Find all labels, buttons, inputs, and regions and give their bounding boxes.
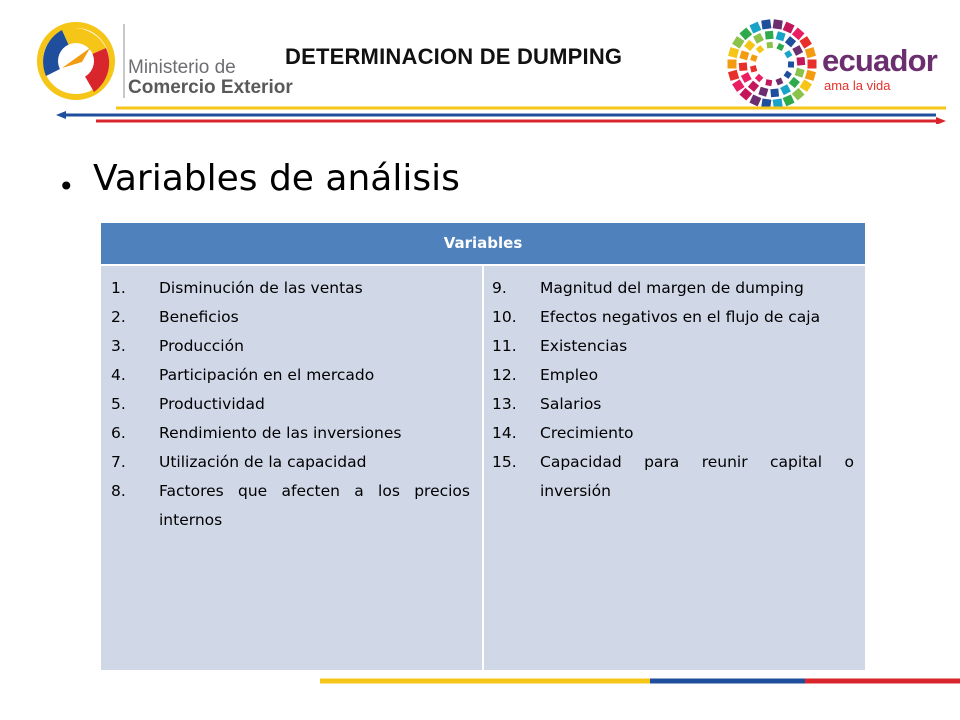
- sun-tile: [728, 70, 739, 81]
- sun-tile: [770, 89, 779, 98]
- list-item: [492, 274, 854, 303]
- sun-tile: [739, 62, 748, 71]
- item-text: Beneficios: [159, 308, 239, 326]
- table-header: Variables: [101, 223, 865, 264]
- list-item: [111, 390, 470, 419]
- item-text: Existencias: [540, 337, 628, 355]
- ecuador-brand-word: ecuador: [822, 43, 937, 78]
- sun-tile: [756, 45, 764, 53]
- sun-tile: [766, 42, 773, 49]
- sun-tile: [775, 78, 783, 86]
- sun-tile: [728, 60, 737, 69]
- sun-tile: [784, 71, 792, 79]
- ministerio-line2: Comercio Exterior: [128, 77, 293, 98]
- sun-tile: [792, 45, 803, 56]
- list-item: [492, 448, 854, 506]
- bullet-icon: •: [58, 170, 75, 203]
- sun-tile: [780, 84, 791, 95]
- sun-tile: [792, 27, 805, 40]
- sun-tile: [761, 19, 771, 29]
- item-text: Empleo: [540, 366, 599, 384]
- item-text: Productividad: [159, 395, 265, 413]
- sun-tile: [748, 81, 759, 92]
- sun-tile: [765, 31, 774, 40]
- item-number: 7.: [111, 453, 126, 471]
- list-item: [111, 419, 470, 448]
- slide-title: DETERMINACION DE DUMPING: [285, 44, 623, 69]
- item-text: Magnitud del margen de dumping: [540, 279, 804, 297]
- item-text: Factores que afecten a los precios internos: [159, 482, 470, 529]
- item-number: 4.: [111, 366, 126, 384]
- sun-tile: [788, 61, 794, 67]
- item-text: Rendimiento de las inversiones: [159, 424, 402, 442]
- sun-tile: [799, 36, 811, 48]
- variables-table: [101, 223, 865, 670]
- item-text: Utilización de la capacidad: [159, 453, 367, 471]
- sun-tile: [739, 50, 749, 60]
- ministerio-emblem-icon: [40, 25, 112, 97]
- item-number: 11.: [492, 337, 517, 355]
- sun-tile: [776, 31, 786, 41]
- sun-tile: [755, 74, 763, 82]
- sun-tile: [728, 47, 739, 58]
- list-item: [492, 361, 854, 390]
- sun-tile: [789, 77, 800, 88]
- sun-tile: [797, 57, 806, 66]
- sun-tile: [765, 79, 772, 86]
- sun-tile: [744, 40, 755, 51]
- left-column: [101, 266, 482, 670]
- sun-tile: [732, 79, 744, 91]
- list-item: [111, 332, 470, 361]
- item-number: 13.: [492, 395, 517, 413]
- sun-tile: [749, 22, 761, 34]
- item-number: 5.: [111, 395, 126, 413]
- sun-tile: [783, 22, 795, 34]
- sun-tile: [799, 79, 811, 91]
- header-divider-lines: [56, 106, 946, 124]
- sun-tile: [805, 47, 816, 58]
- sun-tile: [739, 88, 752, 101]
- sun-tile: [750, 54, 758, 62]
- ministerio-wordmark: [128, 58, 293, 97]
- footer-divider-lines: [320, 677, 960, 685]
- list-item: [492, 332, 854, 361]
- item-text: Efectos negativos en el flujo de caja: [540, 308, 821, 326]
- list-item: [492, 390, 854, 419]
- item-text: Crecimiento: [540, 424, 634, 442]
- sun-tile: [773, 19, 783, 29]
- sun-tile: [785, 36, 796, 47]
- item-number: 2.: [111, 308, 126, 326]
- sun-tile: [732, 36, 744, 48]
- item-number: 1.: [111, 279, 126, 297]
- right-column: [484, 266, 865, 670]
- sun-tile: [753, 33, 764, 44]
- item-number: 15.: [492, 453, 517, 471]
- item-text: Capacidad para reunir capital o inversión: [540, 453, 854, 500]
- item-number: 6.: [111, 424, 126, 442]
- sun-tile: [750, 65, 757, 72]
- sun-tile: [805, 70, 816, 81]
- sun-tile: [784, 50, 792, 58]
- ecuador-brand-tagline: ama la vida: [824, 78, 891, 93]
- sun-tile: [795, 68, 805, 78]
- sun-tile: [739, 27, 752, 40]
- item-text: Participación en el mercado: [159, 366, 375, 384]
- sun-tile: [776, 43, 784, 51]
- sun-tile: [741, 72, 752, 83]
- sun-tile: [792, 88, 805, 101]
- sun-tile: [783, 94, 795, 106]
- subtitle: Variables de análisis: [93, 158, 460, 199]
- list-item: [111, 303, 470, 332]
- item-number: 10.: [492, 308, 517, 326]
- item-number: 14.: [492, 424, 517, 442]
- item-number: 3.: [111, 337, 126, 355]
- ministerio-line1: Ministerio de: [128, 57, 236, 78]
- sun-tile: [749, 94, 761, 106]
- list-item: [111, 477, 470, 535]
- list-item: [111, 448, 470, 477]
- sun-tile: [758, 87, 768, 97]
- list-item: [111, 274, 470, 303]
- list-item: [492, 419, 854, 448]
- item-text: Producción: [159, 337, 244, 355]
- list-item: [111, 361, 470, 390]
- item-number: 9.: [492, 279, 507, 297]
- item-number: 12.: [492, 366, 517, 384]
- list-item: [492, 303, 854, 332]
- item-number: 8.: [111, 482, 126, 500]
- sun-tile: [808, 60, 817, 69]
- item-text: Salarios: [540, 395, 602, 413]
- item-text: Disminución de las ventas: [159, 279, 363, 297]
